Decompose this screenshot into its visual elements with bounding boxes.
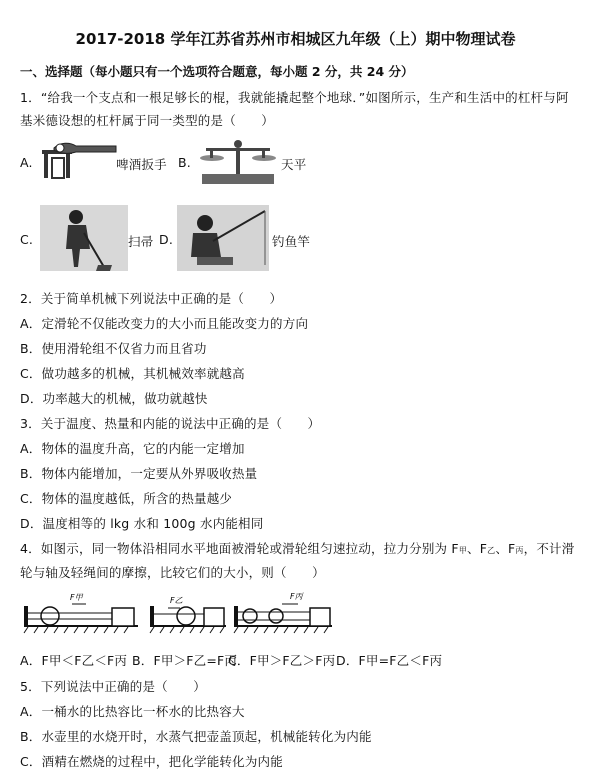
q2-option-a: A．定滑轮不仅能改变力的大小而且能改变力的方向 xyxy=(20,316,309,331)
balance-scale-image xyxy=(196,138,280,188)
q1-option-a-label: 啤酒扳手 xyxy=(116,157,167,172)
figure-bing xyxy=(234,592,332,633)
page-title: 2017-2018 学年江苏省苏州市相城区九年级（上）期中物理试卷 xyxy=(75,30,516,48)
label-f-yi: F乙 xyxy=(170,596,183,605)
q4-stem-line2: 轮与轴及轻绳间的摩擦，比较它们的大小，则（ ） xyxy=(20,565,325,580)
q2-option-b: B．使用滑轮组不仅省力而且省功 xyxy=(20,341,207,356)
q1-option-c-label: 扫帚 xyxy=(128,234,154,249)
figure-yi xyxy=(150,596,226,633)
q1-option-a-letter: A. xyxy=(20,155,33,170)
q1-option-d-letter: D. xyxy=(159,232,173,247)
q1-option-b-letter: B. xyxy=(178,155,191,170)
broom-sweeping-image xyxy=(40,205,128,271)
q1-option-b-label: 天平 xyxy=(281,157,307,172)
q2-stem: 2．关于简单机械下列说法中正确的是（ ） xyxy=(20,291,283,306)
fishing-rod-image xyxy=(177,205,269,271)
q5-option-c: C．酒精在燃烧的过程中，把化学能转化为内能 xyxy=(20,754,283,769)
q2-option-d: D．功率越大的机械，做功就越快 xyxy=(20,391,208,406)
q4-sub-yi: 乙 xyxy=(487,546,496,555)
q5-option-a: A．一桶水的比热容比一杯水的比热容大 xyxy=(20,704,245,719)
q3-option-a: A．物体的温度升高，它的内能一定增加 xyxy=(20,441,245,456)
section-heading: 一、选择题（每小题只有一个选项符合题意，每小题 2 分，共 24 分） xyxy=(20,64,414,79)
q4-option-a: A．F甲＜F乙＜F丙 xyxy=(20,653,128,668)
q4-stem-part-a: 4．如图示，同一物体沿相同水平地面被滑轮或滑轮组匀速拉动，拉力分别为 F xyxy=(20,541,459,556)
q4-stem-line1 xyxy=(20,539,574,557)
q2-option-c: C．做功越多的机械，其机械效率就越高 xyxy=(20,366,245,381)
label-f-bing: F丙 xyxy=(290,592,303,601)
figure-jia xyxy=(24,593,138,633)
beer-opener-image xyxy=(40,140,120,182)
q1-stem-line2: 基米德设想的杠杆属于同一类型的是（ ） xyxy=(20,113,275,128)
q4-option-b: B．F甲＞F乙=F丙 xyxy=(132,653,238,668)
q3-option-b: B．物体内能增加，一定要从外界吸收热量 xyxy=(20,466,258,481)
q3-stem: 3．关于温度、热量和内能的说法中正确的是（ ） xyxy=(20,416,321,431)
q3-option-d: D．温度相等的 lkg 水和 100g 水内能相同 xyxy=(20,516,264,531)
q1-stem-line1: 1．“给我一个支点和一根足够长的棍，我就能撬起整个地球．”如图所示，生产和生活中的杠杆与阿 xyxy=(20,90,569,105)
q4-option-c: C．F甲＞F乙＞F丙 xyxy=(228,653,336,668)
q4-option-d: D．F甲=F乙＜F丙 xyxy=(336,653,443,668)
q3-option-c: C．物体的温度越低，所含的热量越少 xyxy=(20,491,233,506)
q5-stem: 5．下列说法中正确的是（ ） xyxy=(20,679,206,694)
q1-option-c-letter: C. xyxy=(20,232,34,247)
q5-option-b: B．水壶里的水烧开时，水蒸气把壶盖顶起，机械能转化为内能 xyxy=(20,729,372,744)
q1-option-d-label: 钓鱼竿 xyxy=(272,234,311,249)
pulley-figures xyxy=(20,590,340,640)
q4-sub-bing: 丙 xyxy=(515,546,524,555)
q4-stem-part-b: 、F xyxy=(467,541,488,556)
q4-stem-part-c: 、F xyxy=(495,541,516,556)
label-f-jia: F甲 xyxy=(70,593,83,602)
q4-sub-jia: 甲 xyxy=(458,546,468,555)
q4-stem-part-d: ，不计滑 xyxy=(523,541,575,556)
